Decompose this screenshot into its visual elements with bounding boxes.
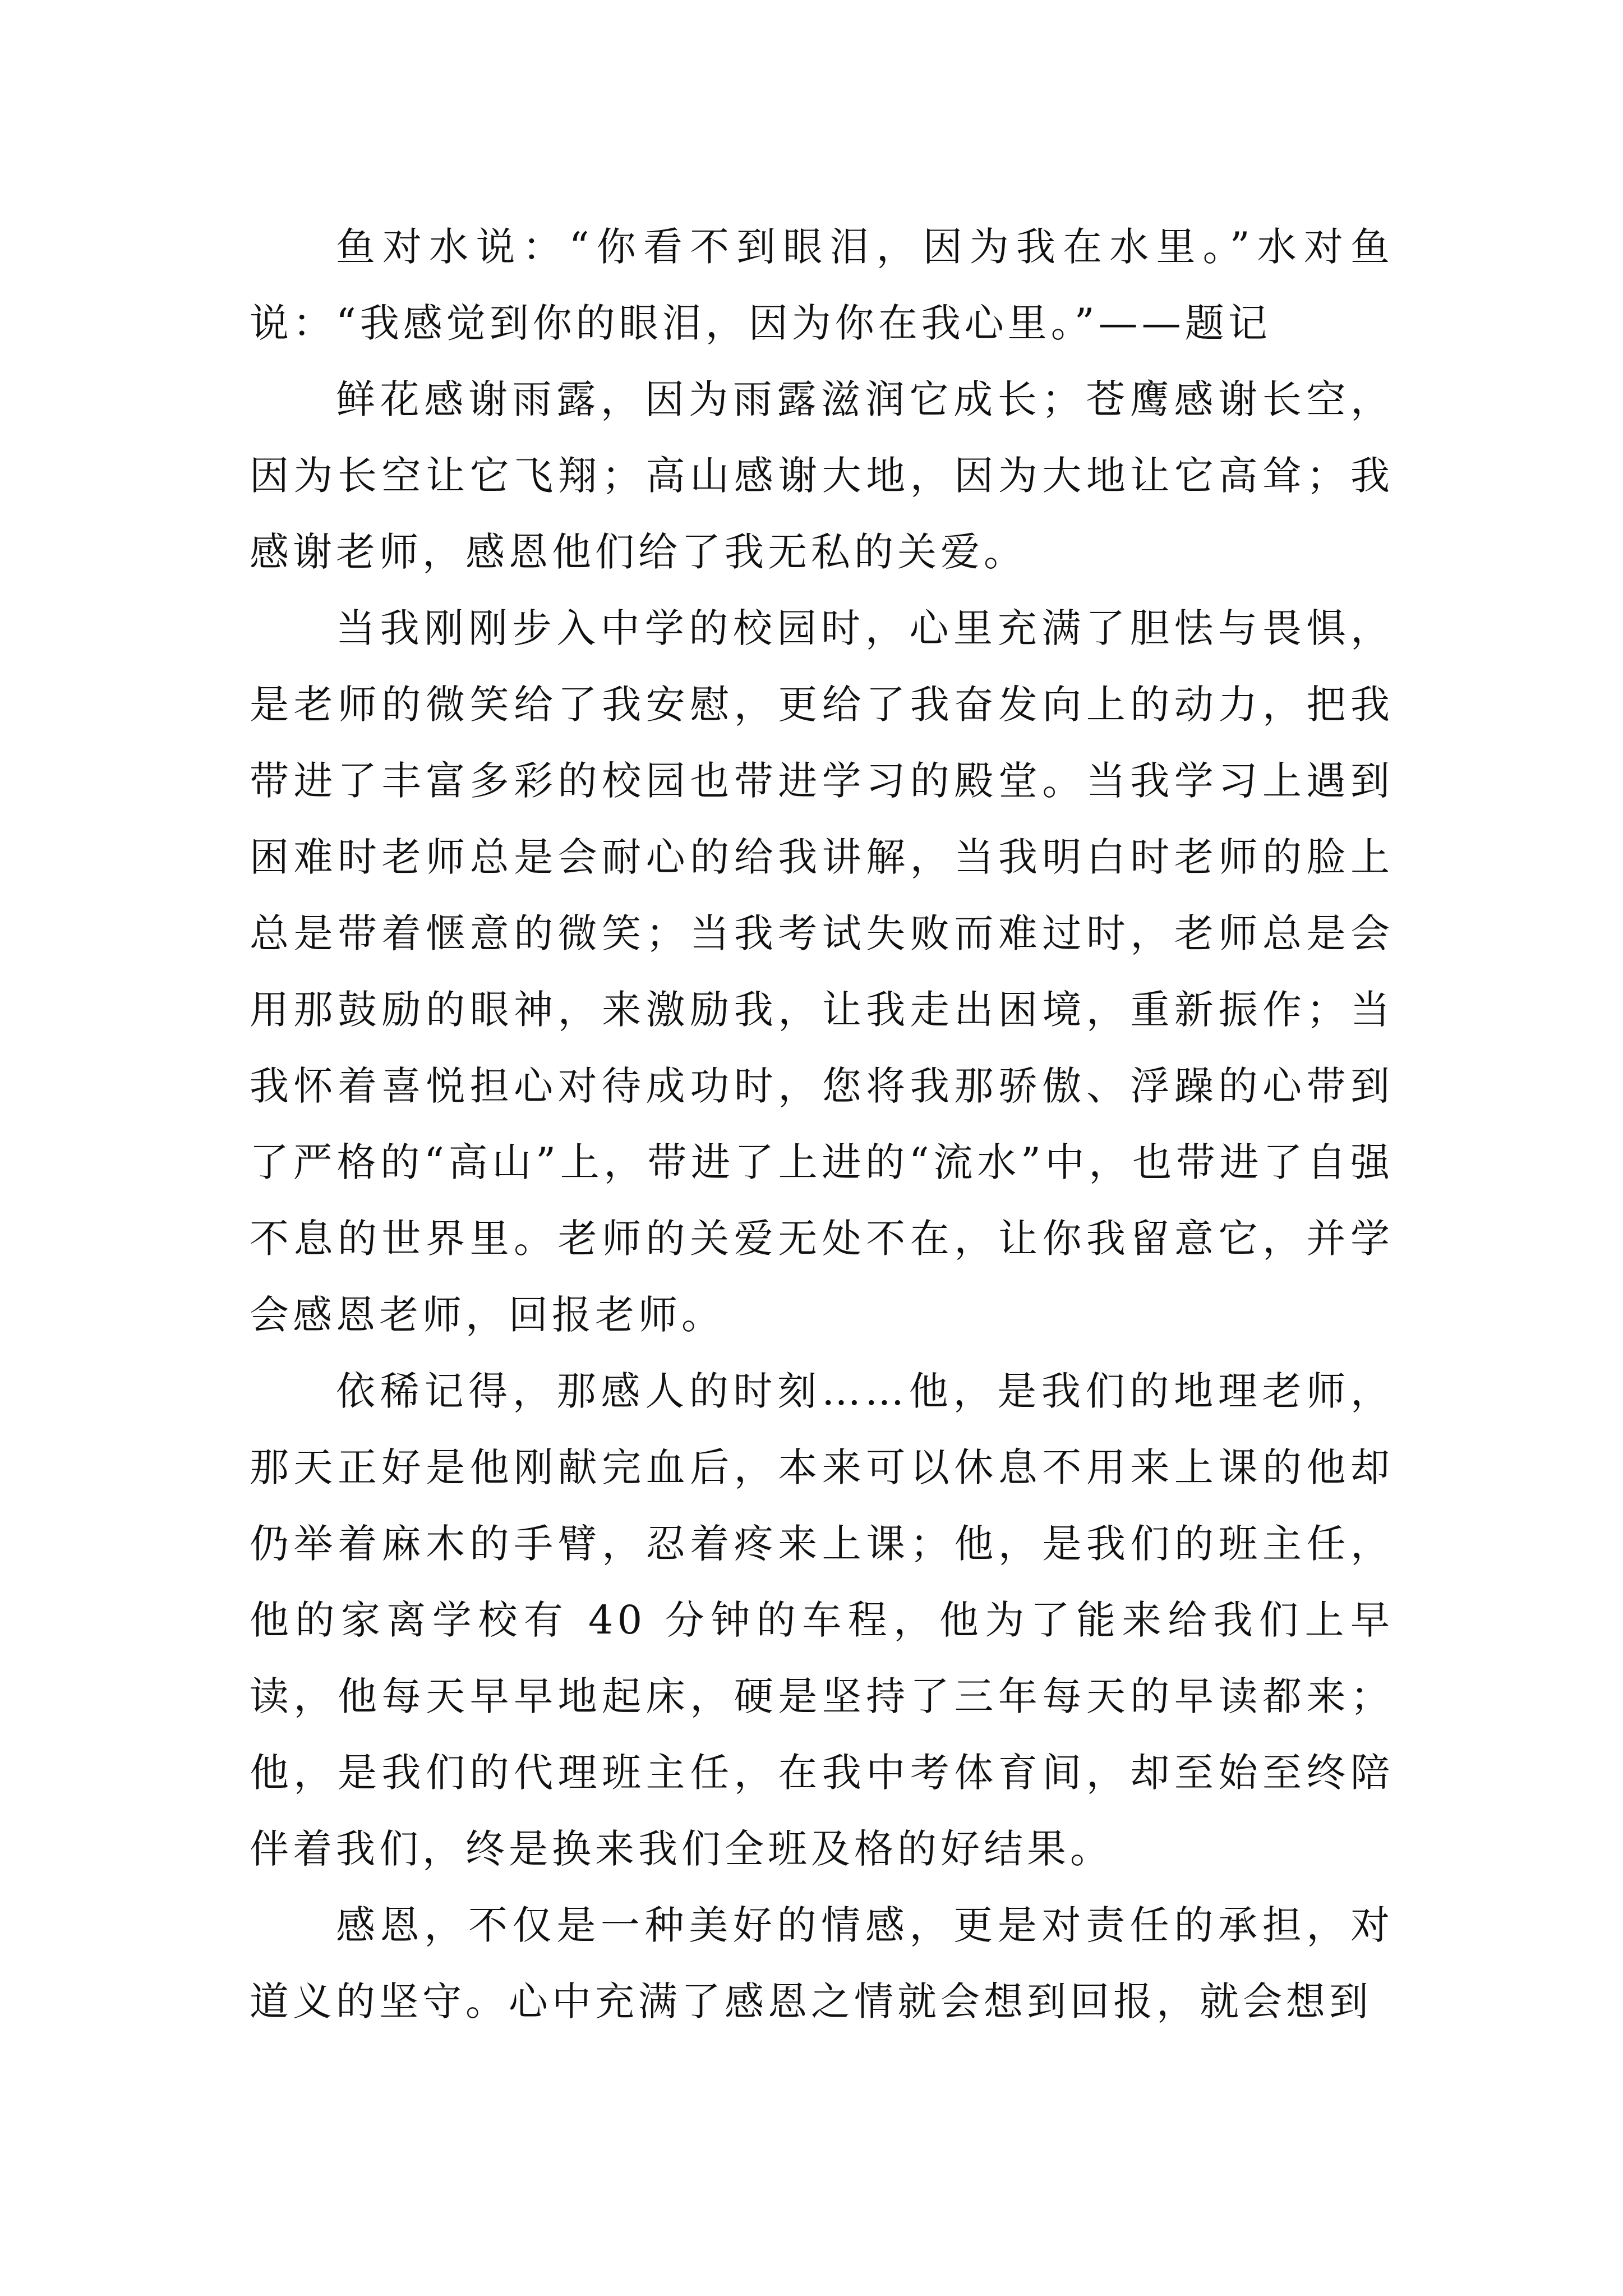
epigraph-paragraph: 鱼对水说：“你看不到眼泪，因为我在水里。”水对鱼说：“我感觉到你的眼泪，因为你在我心里。”——题记 [250,224,1394,346]
body-paragraph: 当我刚刚步入中学的校园时，心里充满了胆怯与畏惧，是老师的微笑给了我安慰，更给了我奋发向上的动力，把我带进了丰富多彩的校园也带进学习的殿堂。当我学习上遇到困难时老师总是会耐心的给我讲解，当我明白时老师的脸上总是带着惬意的微笑；当我考试失败而难过时，老师总是会用那鼓励的眼神，来激励我，让我走出困境，重新振作；当我怀着喜悦担心对待成功时，您将我那骄傲、浮躁的心带到了严格的“高山”上，带进了上进的“流水”中，也带进了自强不息的世界里。老师的关爱无处不在，让你我留意它，并学会感恩老师，回报老师。 [250,605,1394,1338]
body-paragraph: 依稀记得，那感人的时刻……他，是我们的地理老师，那天正好是他刚献完血后，本来可以休息不用来上课的他却仍举着麻木的手臂，忍着疼来上课；他，是我们的班主任，他的家离学校有 40 分钟的车程，他为了能来给我们上早读，他每天早早地起床，硬是坚持了三年每天的早读都来；他，是我们的代理班主任，在我中考体育间，却至始至终陪伴着我们，终是换来我们全班及格的好结果。 [250,1368,1394,1872]
essay-body [250,209,1394,2040]
body-paragraph: 鲜花感谢雨露，因为雨露滋润它成长；苍鹰感谢长空，因为长空让它飞翔；高山感谢大地，因为大地让它高耸；我感谢老师，感恩他们给了我无私的关爱。 [250,376,1394,575]
body-paragraph: 感恩，不仅是一种美好的情感，更是对责任的承担，对道义的坚守。心中充满了感恩之情就会想到回报，就会想到 [250,1902,1394,2024]
